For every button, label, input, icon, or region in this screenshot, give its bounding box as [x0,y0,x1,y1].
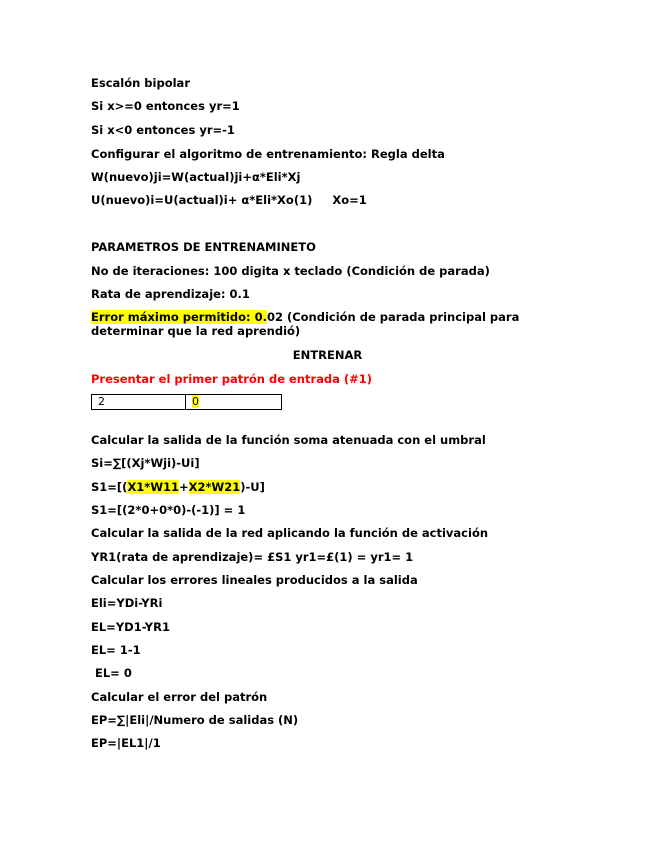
input-pattern-table [91,394,282,410]
ep-formula: EP=∑|Eli|/Numero de salidas (N) [91,713,299,727]
pattern-x2-cell [186,395,281,409]
s1-plus: + [179,480,189,494]
max-error-highlight: Error máximo permitido: 0. [91,310,267,324]
pattern-error-heading: Calcular el error del patrón [91,690,268,704]
max-error-param [91,310,541,338]
linear-errors-heading: Calcular los errores lineales producidos a la salida [91,573,418,587]
el-formula: EL=YD1-YR1 [91,620,170,634]
threshold-update-formula: U(nuevo)i=U(actual)i+ α*Eli*Xo(1) Xo=1 [91,193,367,207]
soma-formula: Si=∑[(Xj*Wji)-Ui] [91,456,200,470]
train-heading: ENTRENAR [292,348,363,362]
s1-calculation: S1=[(2*0+0*0)-(-1)] = 1 [91,503,246,517]
el-substitution: EL= 1-1 [91,643,141,657]
ep-calculation: EP=|EL1|/1 [91,736,161,750]
iterations-param: No de iteraciones: 100 digita x teclado (Condición de parada) [91,264,490,278]
first-pattern-heading: Presentar el primer patrón de entrada (#1) [91,372,373,386]
heading-escalon-bipolar: Escalón bipolar [91,76,190,90]
yr1-calculation: YR1(rata de aprendizaje)= £S1 yr1=£(1) = yr1= 1 [91,550,414,564]
rule-positive: Si x>=0 entonces yr=1 [91,99,240,113]
pattern-x2-value: 0 [192,395,199,408]
s1-formula [91,480,265,494]
activation-heading: Calcular la salida de la red aplicando la función de activación [91,526,489,540]
soma-output-heading: Calcular la salida de la función soma atenuada con el umbral [91,433,486,447]
s1-part-e: )-U] [240,480,265,494]
training-params-heading: PARAMETROS DE ENTRENAMINETO [91,240,316,254]
algorithm-config: Configurar el algoritmo de entrenamiento: Regla delta [91,147,445,161]
s1-term-x2w21: X2*W21 [188,480,241,494]
el-result: EL= 0 [91,666,132,680]
rule-negative: Si x<0 entonces yr=-1 [91,123,235,137]
learning-rate-param: Rata de aprendizaje: 0.1 [91,287,250,301]
max-error-rest: 02 (Condición de parada principal para determinar que la red aprendió) [91,310,520,338]
pattern-x1-cell: 2 [92,395,186,409]
eli-formula: Eli=YDi-YRi [91,596,163,610]
s1-term-x1w11: X1*W11 [127,480,180,494]
weight-update-formula: W(nuevo)ji=W(actual)ji+α*Eli*Xj [91,170,301,184]
s1-part-a: S1=[( [91,480,128,494]
